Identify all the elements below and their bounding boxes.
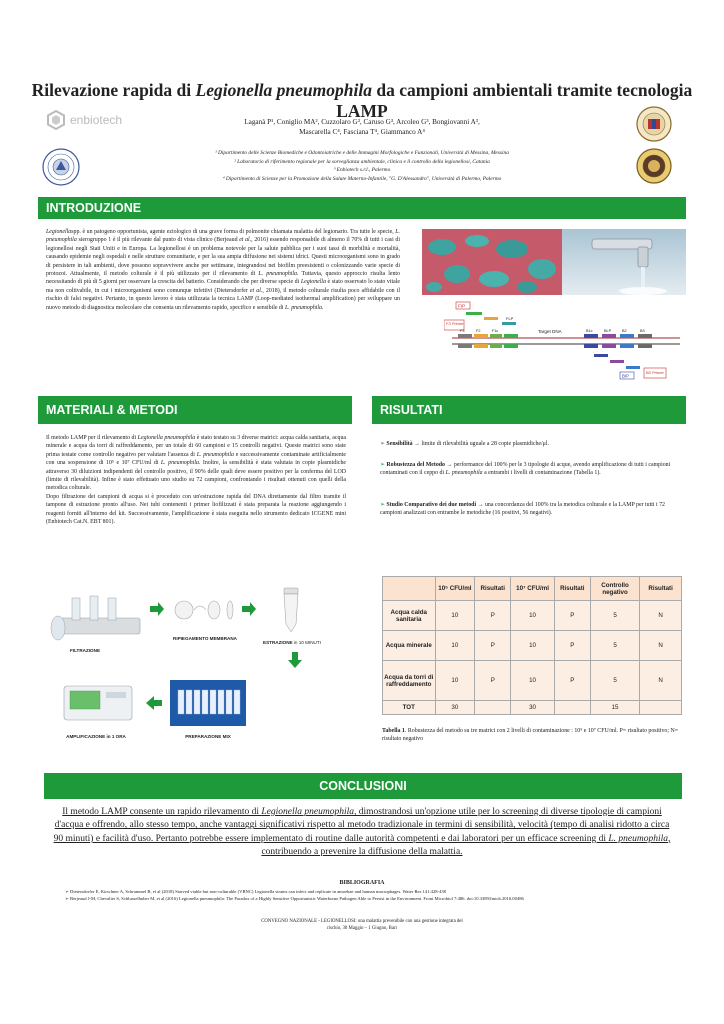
table-header-cell: Risultati: [640, 577, 682, 601]
results-comparativo: ➢ Studio Comparativo dei due metodi → una concordanza del 100% tra la metodica colturale e la LAMP per tutti i 72 campioni analizzati con entrambe le metodiche (16 positivi, 56 negativi).: [380, 502, 665, 517]
affiliations: [100, 149, 624, 183]
enbiotech-logo-icon: [46, 110, 66, 130]
extraction-tube-image: [276, 586, 306, 636]
icgene-instrument-image: [60, 680, 136, 726]
affiliation-2: ² Laboratorio di riferimento regionale per la sorveglianza ambientale, clinica e il controllo della legionellosi, Catania: [234, 158, 490, 165]
b2-label: B2: [622, 329, 627, 333]
blp-label: BLP: [604, 329, 612, 333]
affiliation-1: ¹ Dipartimento delle Scienze Biomediche e Odontoiatriche e delle Immagini Morfologiche e Funzionali, Università di Messina, Messina: [215, 150, 509, 156]
flp-label: FLP: [506, 316, 514, 321]
bibliography-title: BIBLIOGRAFIA: [339, 880, 385, 886]
bibliography-list: [65, 888, 665, 902]
table-header-cell: Controllo negativo: [590, 577, 639, 601]
table-header-cell: [383, 577, 436, 601]
f3-label: F3: [460, 329, 465, 333]
section-header-methods: MATERIALI & METODI: [38, 396, 352, 424]
table-header-cell: 10⁷ CFU/ml: [511, 577, 554, 601]
table-row: Acqua da torri di raffreddamento 10 P 10 P 5 N: [383, 661, 682, 701]
bacteria-micrograph-image: [422, 229, 562, 295]
poster-title: Rilevazione rapida di Legionella pneumophila da campioni ambientali tramite tecnologia LAMP: [31, 80, 693, 121]
affiliation-3: ³ Enbiotech s.r.l., Palermo: [333, 167, 391, 174]
arrow-left-icon: [146, 696, 162, 710]
results-table: [382, 576, 682, 715]
university-messina-seal-icon: [42, 148, 80, 186]
results-robustezza: ➢ Robustezza del Metodo → performance del 100% per le 3 tipologie di acque, avendo amplificazione di tutti i campioni contaminati con il ceppo di L. pneumophila a entrambi i livelli di contaminazione (Tabella 1).: [380, 462, 671, 477]
affiliation-4: ⁴ Dipartimento di Scienze per la Promozione della Salute Materno-Infantile, "G. D'Alessandro", Università di Palermo, Palermo: [222, 175, 502, 182]
check-arrow-icon: ➢: [380, 462, 385, 468]
step-filtrazione: FILTRAZIONE: [69, 648, 101, 653]
table-row: Acqua minerale 10 P 10 P 5 N: [383, 631, 682, 661]
check-arrow-icon: ➢: [380, 441, 385, 447]
f1c-label: F1c: [492, 329, 499, 333]
arrow-right-icon: [242, 602, 256, 616]
fip-label: FIP: [458, 303, 466, 309]
authors-line-2: Mascarella C⁴, Fasciana T⁴, Giammanco A⁴: [299, 128, 425, 136]
lamp-primer-diagram: [444, 300, 686, 382]
bip-label: BIP: [622, 373, 630, 379]
b1c-label: B1c: [586, 329, 593, 333]
enbiotech-logo: enbiotech: [46, 110, 126, 132]
step-amplificazione: AMPLIFICAZIONE in 1 ORA: [66, 734, 126, 739]
table-header-cell: Risultati: [554, 577, 590, 601]
reference-2: ➢ Berjeaud J-M, Chevalier S, Schlusselhuber M, et al (2016) Legionella pneumophila: The Paradox of a Highly Sensitive Opportunistic Waterborne Pathogen Able to Persist in the Environment. Front Microbiol 7:486. doi:10.3389/fmicb.2016.00486: [65, 896, 524, 901]
institution-seal-icon: [636, 106, 672, 142]
step-estrazione: ESTRAZIONE in 10 MINUTI: [263, 640, 321, 645]
table-row: Acqua calda sanitaria 10 P 10 P 5 N: [383, 601, 682, 631]
section-header-conclusions: CONCLUSIONI: [44, 773, 682, 799]
table-row: TOT 30 30 15: [383, 701, 682, 715]
section-header-results: RISULTATI: [372, 396, 686, 424]
conference-footer: CONVEGNO NAZIONALE - LEGIONELLOSI: una malattia prevenibile con una gestione integrata del rischio, 30 Maggio – 1 Giugno, Bari: [261, 919, 463, 932]
reagent-mix-tubes-image: [170, 680, 246, 726]
f3-primer-label: F3 Primer: [446, 321, 464, 326]
results-sensibilita: ➢ Sensibilità → limite di rilevabilità uguale a 28 copie plasmidiche/μl.: [380, 441, 549, 447]
methods-text: Il metodo LAMP per il rilevamento di Legionella pneumophila è stato testato su 3 diverse matrici: acqua calda sanitaria, acqua minerale e acqua da torri di raffreddamento, per un totale di 60 campioni e 15 controlli negativi. Queste matrici sono state prima testate come controllo negativo per valutare l'assenza di L. pneumophila e successivamente contaminate artificialmente con una sospensione di 10⁵ e 10⁷ CFU/ml di L. pneumophila. Inoltre, la sensibilità è stata valutata in copie plasmidiche attraverso 30 diluizioni indipendenti del controllo positivo, il 90% delle quali deve essere positivo per la conferma del LOD (limite di rilevabilità). Infine è stato effettuato uno studio su 72 campioni, confrontando i risultati ottenuti con quelli della metodica colturale. Dopo filtrazione dei campioni di acqua si è proceduto con un'estrazione rapida del DNA direttamente dal filtro tramite il tampone di estrazione pronto all'uso. Nei tubi contenenti i primer liofilizzati è stata preparata la reazione aggiungendo i reagenti forniti all'interno del kit. Successivamente, l'amplificazione è stata eseguita nello strumento dedicato ICGENE mini (Enbiotech Cat.N. EBT 801).: [46, 435, 347, 526]
table-caption: Tabella 1. Robustezza del metodo su tre matrici con 2 livelli di contaminazione : 10⁵ e 10⁷ CFU/ml. P= risultato positivo; N= risultato negativo: [382, 728, 679, 743]
table-header-cell: Risultati: [475, 577, 511, 601]
water-tap-image: [562, 229, 686, 295]
table-header-cell: 10⁵ CFU/ml: [435, 577, 475, 601]
filtration-apparatus-image: [50, 588, 146, 644]
step-ripiegamento: RIPIEGAMENTO MEMBRANA: [173, 636, 237, 641]
target-dna-label: Target DNA: [538, 329, 562, 334]
check-arrow-icon: ➢: [380, 502, 385, 508]
authors: [180, 117, 544, 137]
authors-line-1: Laganà P¹, Coniglio MA², Cuzzolaro G³, Caruso G³, Arcoleo G³, Bongiovanni A³,: [244, 118, 480, 126]
membrane-folding-image: [170, 594, 242, 628]
conclusion-text: Il metodo LAMP consente un rapido rilevamento di Legionella pneumophila, dimostrandosi un'opzione utile per lo screening di diverse tipologie di campioni d'acqua e offrendo, allo stesso tempo, anche vantaggi significativi rispetto al metodo tradizionale in termini di sensibilità, velocità (tempo di analisi ridotto a circa 90 minuti) e facilità d'uso. Pertanto potrebbe essere implementato di routine dalle autorità competenti e dai laboratori per un efficace screening di L. pneumophila, contribuendo a prevenire la diffusione della malattia.: [53, 807, 671, 858]
b3-primer-label: B3 Primer: [646, 370, 664, 375]
intro-text: Legionellaspp. è un patogeno opportunista, agente eziologico di una grave forma di polmonite chiamata malattia del legionario. Tra tutte le specie, L. pneumophila sierogruppo 1 è il più rilevante dal punto di vista clinico (Berjeaud et al., 2016) essendo responsabile di almeno il 70% di tutti i casi di legionellosi negli Stati Uniti e in Europa. La legionellosi è un problema notevole per la salute pubblica per i suoi tassi di morbilità e mortalità, causando epidemie negli ospedali e nelle strutture comunitarie, e per la sua ampia diffusione nei sistemi idrici. Questi microorganismi sono in grado di persistere in tali ambienti, dove possono sopravvivere anche per settimane, integrandosi nei biofilm preesistenti o colonizzando varie specie di protozoi. Attualmente, il metodo colturale è il più utilizzato per il rilevamento di L. pneumophila. Tuttavia, questo approccio risulta lento necessitando di più di 5 giorni per osservare la crescita del batterio. Considerando che per diverse specie di Legionella è stato osservato lo stato vitale ma non coltivabile, in cui i microorganismi sono comunque infettivi (Dietersdorfer et al., 2018), il metodo colturale risulta poco affidabile con il rischio di falsi negativi. Pertanto, in questo lavoro è stata utilizzata la tecnica LAMP (Loop-mediated isothermal amplification) per sviluppare un nuovo metodo di diagnostica molecolare che consenta un rilevamento rapido, specifico e sensibile di L. pneumophila.: [46, 229, 400, 311]
reference-1: ➢ Dietersdorfer E, Kirschner A, Schrammel B, et al (2018) Starved viable but non-culturable (VBNC) Legionella strains can infect and replicate in amoebae and human macrophages. Water Res 141:428-438: [65, 889, 446, 894]
step-preparazione: PREPARAZIONE MIX: [185, 734, 231, 739]
section-header-intro: INTRODUZIONE: [38, 197, 686, 219]
b3-label: B3: [640, 329, 645, 333]
f2-label: F2: [476, 329, 481, 333]
table-header-row: [383, 577, 682, 601]
university-palermo-seal-icon: [636, 148, 672, 184]
arrow-right-icon: [150, 602, 164, 616]
arrow-down-icon: [288, 652, 302, 668]
